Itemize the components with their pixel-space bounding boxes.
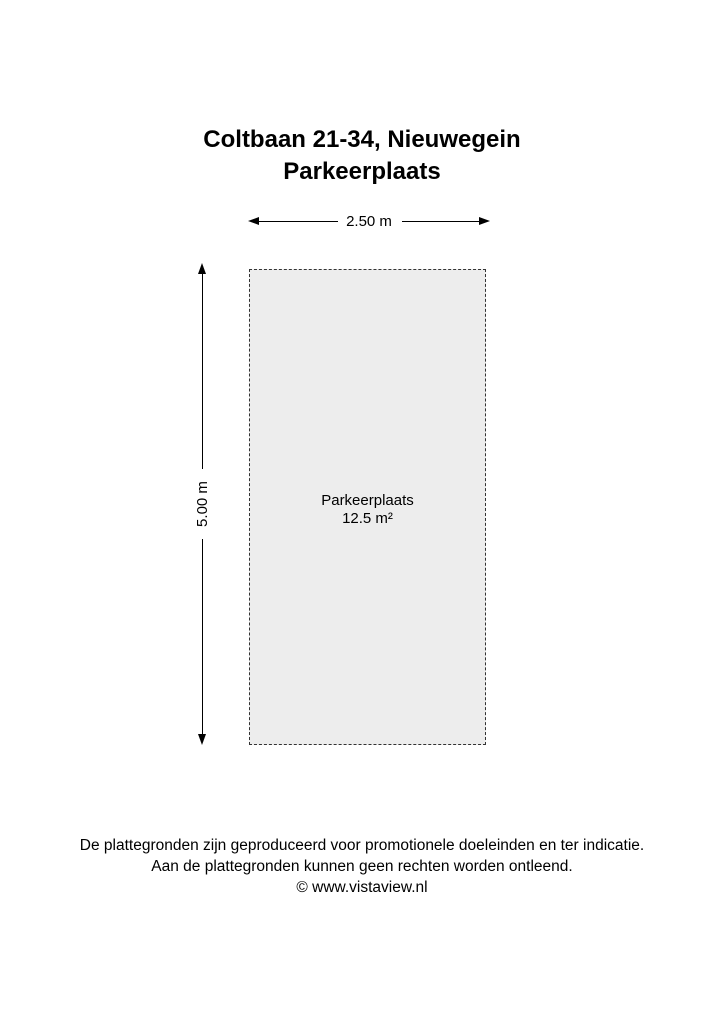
parking-space-room bbox=[249, 269, 486, 745]
room-label bbox=[250, 492, 485, 528]
arrow-right-icon bbox=[479, 217, 490, 225]
room-name: Parkeerplaats bbox=[321, 492, 414, 509]
floorplan-subtitle: Parkeerplaats bbox=[283, 158, 441, 185]
disclaimer-line-2: Aan de plattegronden kunnen geen rechten worden ontleend. bbox=[151, 858, 573, 875]
length-dimension-label: 5.00 m bbox=[194, 481, 211, 527]
width-dimension-label: 2.50 m bbox=[346, 213, 392, 230]
floorplan-title: Coltbaan 21-34, Nieuwegein bbox=[203, 126, 521, 153]
width-dimension-line-right bbox=[402, 221, 480, 222]
length-dimension bbox=[192, 263, 214, 745]
room-area: 12.5 m² bbox=[342, 510, 393, 527]
copyright-line: © www.vistaview.nl bbox=[296, 879, 428, 896]
length-dimension-line-bottom bbox=[202, 539, 203, 735]
disclaimer-line-1: De plattegronden zijn geproduceerd voor promotionele doeleinden en ter indicatie. bbox=[79, 837, 645, 854]
arrow-down-icon bbox=[198, 734, 206, 745]
width-dimension bbox=[248, 211, 490, 233]
length-dimension-line-top bbox=[202, 273, 203, 469]
